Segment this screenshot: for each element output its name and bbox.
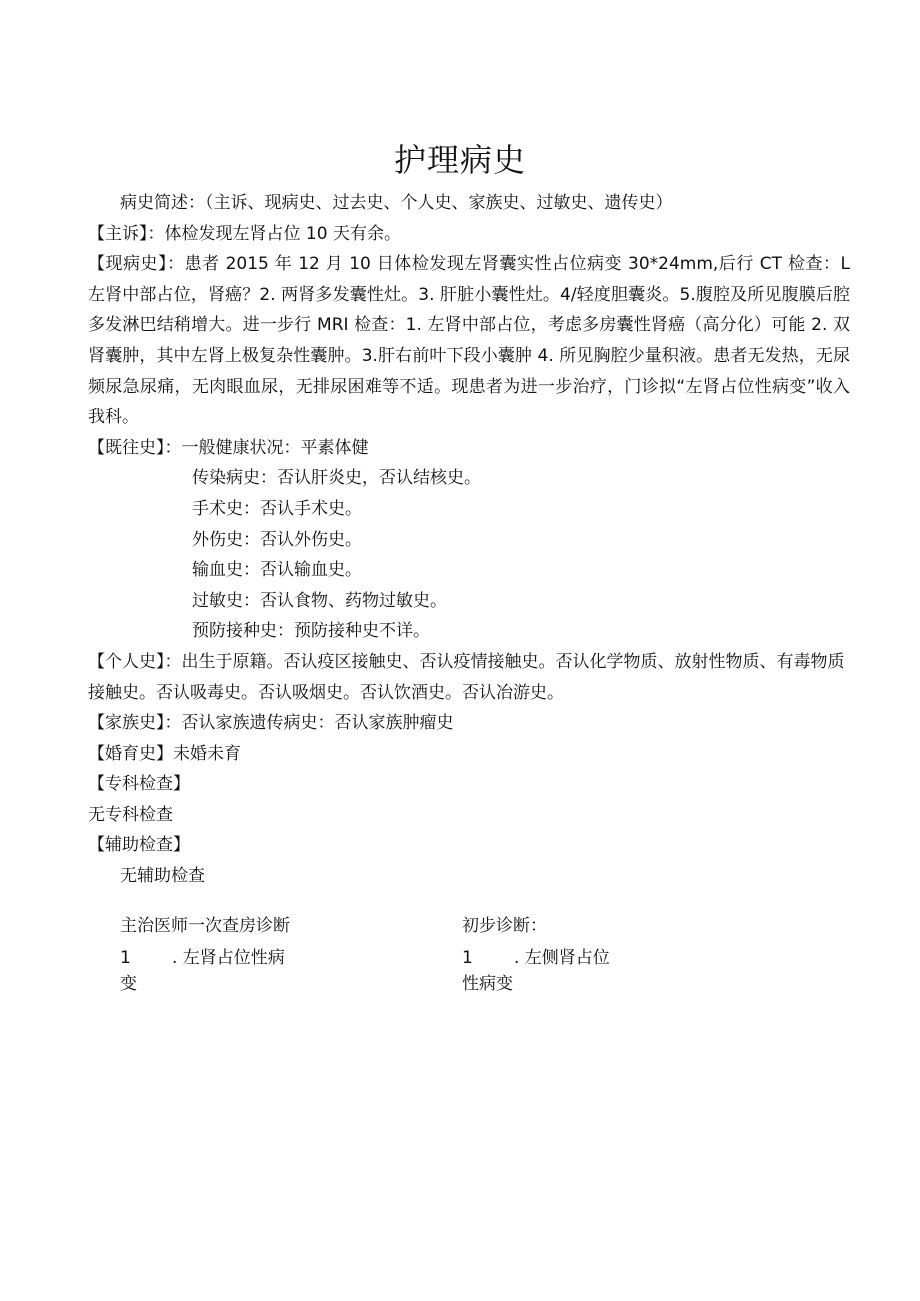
initial-diagnosis-number: 1 (462, 948, 473, 968)
past-history-item: 传染病史：否认肝炎史，否认结核史。 (192, 468, 481, 489)
present-illness-text: ：患者 2015 年 12 月 10 日体检发现左肾囊实性占位病变 30*24mm,后行 CT 检查：L 左肾中部占位，肾癌？2. 两肾多发囊性灶。3. 肝脏小囊性灶。4/轻度胆囊炎。5.腹腔及所见腹膜后腔多发淋巴结稍增大。进一步行 MRI 检查：1. 左肾中部占位，考虑多房囊性肾癌（高分化）可能 2. 双肾囊肿，其中左肾上极复杂性囊肿。3.肝右前叶下段小囊肿 4. 所见胸腔少量积液。患者无发热，无尿频尿急尿痛，无肉眼血尿，无排尿困难等不适。现患者为进一步治疗，门诊拟“左肾占位性病变”收入我科。 (88, 254, 850, 428)
auxiliary-exam-label: 【辅助检查】 (88, 835, 190, 856)
past-history-item: 预防接种史：预防接种史不详。 (192, 621, 430, 642)
present-illness-label: 【现病史】 (88, 254, 168, 275)
initial-diagnosis (462, 913, 632, 997)
family-history-text: ：否认家族遗传病史：否认家族肿瘤史 (164, 713, 454, 734)
past-history-label: 【既往史】 (88, 437, 165, 458)
chief-complaint-text: ：体检发现左肾占位 10 天有余。 (147, 223, 401, 244)
initial-diagnosis-text: . 左侧肾占位 (514, 948, 610, 968)
attending-diagnosis-number: 1 (120, 948, 131, 968)
past-history (88, 433, 850, 464)
marital-history-label: 【婚育史】 (88, 743, 173, 764)
attending-diagnosis (120, 913, 310, 997)
family-history (88, 708, 850, 739)
chief-complaint (88, 219, 850, 250)
personal-history-text: ：出生于原籍。否认疫区接触史、否认疫情接触史。否认化学物质、放射性物质、有毒物质接触史。否认吸毒史。否认吸烟史。否认饮酒史。否认冶游史。 (88, 651, 845, 703)
past-history-item: 外伤史：否认外伤史。 (192, 529, 362, 550)
history-intro: 病史简述：（主诉、现病史、过去史、个人史、家族史、过敏史、遗传史） (120, 193, 673, 213)
initial-diagnosis-text-cont: 性病变 (462, 974, 513, 994)
initial-diagnosis-item (462, 945, 632, 997)
attending-diagnosis-heading: 主治医师一次查房诊断 (120, 916, 290, 936)
specialist-exam-text: 无专科检查 (88, 804, 173, 825)
attending-diagnosis-text-cont: 变 (120, 974, 137, 994)
auxiliary-exam-text: 无辅助检查 (120, 866, 205, 887)
history-body (88, 188, 850, 892)
personal-history (88, 647, 850, 708)
past-history-item: 手术史：否认手术史。 (192, 498, 362, 519)
family-history-label: 【家族史】 (88, 713, 165, 734)
attending-diagnosis-item (120, 945, 310, 997)
initial-diagnosis-heading: 初步诊断： (462, 916, 547, 936)
marital-history (88, 739, 850, 770)
present-illness (88, 249, 850, 433)
past-history-general: ：一般健康状况：平素体健 (164, 437, 369, 458)
page-title: 护理病史 (393, 141, 526, 179)
personal-history-label: 【个人史】 (88, 651, 165, 672)
past-history-item: 输血史：否认输血史。 (192, 560, 362, 581)
past-history-item: 过敏史：否认食物、药物过敏史。 (192, 590, 447, 611)
chief-complaint-label: 【主诉】 (88, 223, 148, 244)
specialist-exam-label: 【专科检查】 (88, 774, 190, 795)
marital-history-text: 未婚未育 (173, 743, 241, 764)
attending-diagnosis-text: . 左肾占位性病 (172, 948, 285, 968)
